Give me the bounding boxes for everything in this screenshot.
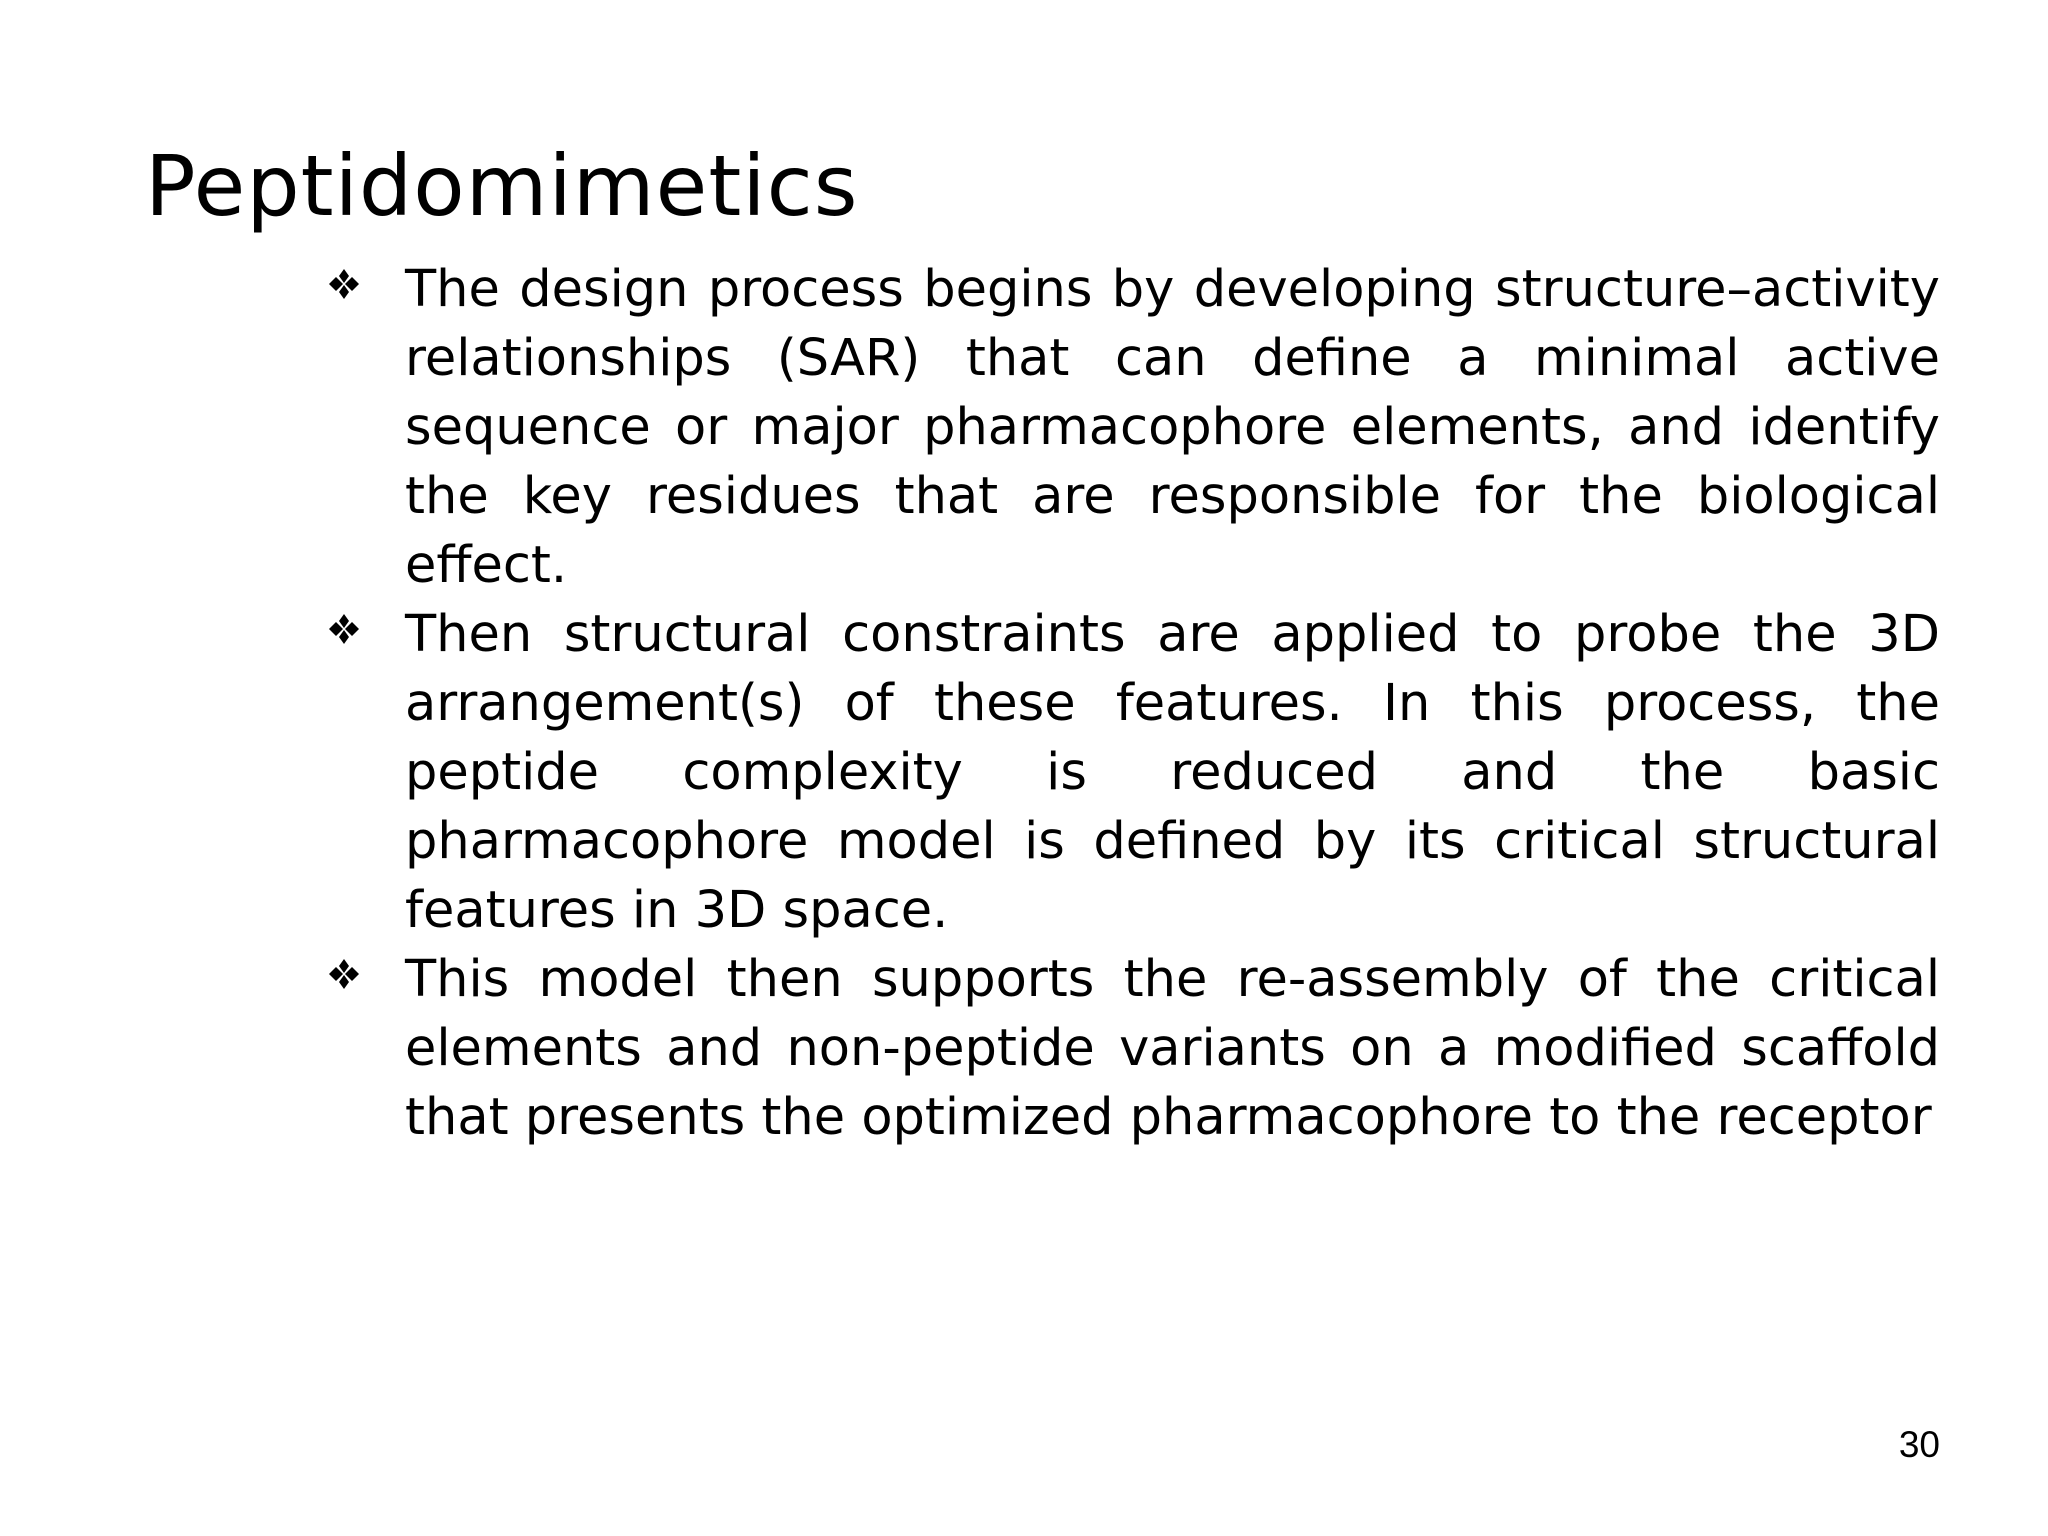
bullet-item <box>320 255 1940 600</box>
four-diamond-bullet-icon <box>322 600 366 669</box>
four-diamond-bullet-icon <box>322 945 366 1014</box>
bullet-list <box>320 255 1940 1152</box>
bullet-item <box>320 600 1940 945</box>
slide-title: Peptidomimetics <box>145 137 859 235</box>
bullet-text: This model then supports the re-assembly of the critical elements and non-peptide variants on a modified scaffold that presents the optimized pharmacophore to the receptor <box>405 950 1940 1147</box>
bullet-text: The design process begins by developing structure–activity relationships (SAR) that can define a minimal active sequence or major pharmacophore elements, and identify the key residues that are responsible for the biological effect. <box>405 260 1940 595</box>
four-diamond-bullet-icon <box>322 255 366 324</box>
page-number: 30 <box>1898 1424 1940 1465</box>
bullet-item <box>320 945 1940 1152</box>
bullet-text: Then structural constraints are applied to probe the 3D arrangement(s) of these features. In this process, the peptide complexity is reduced and the basic pharmacophore model is defined by its critical structural features in 3D space. <box>405 605 1940 940</box>
